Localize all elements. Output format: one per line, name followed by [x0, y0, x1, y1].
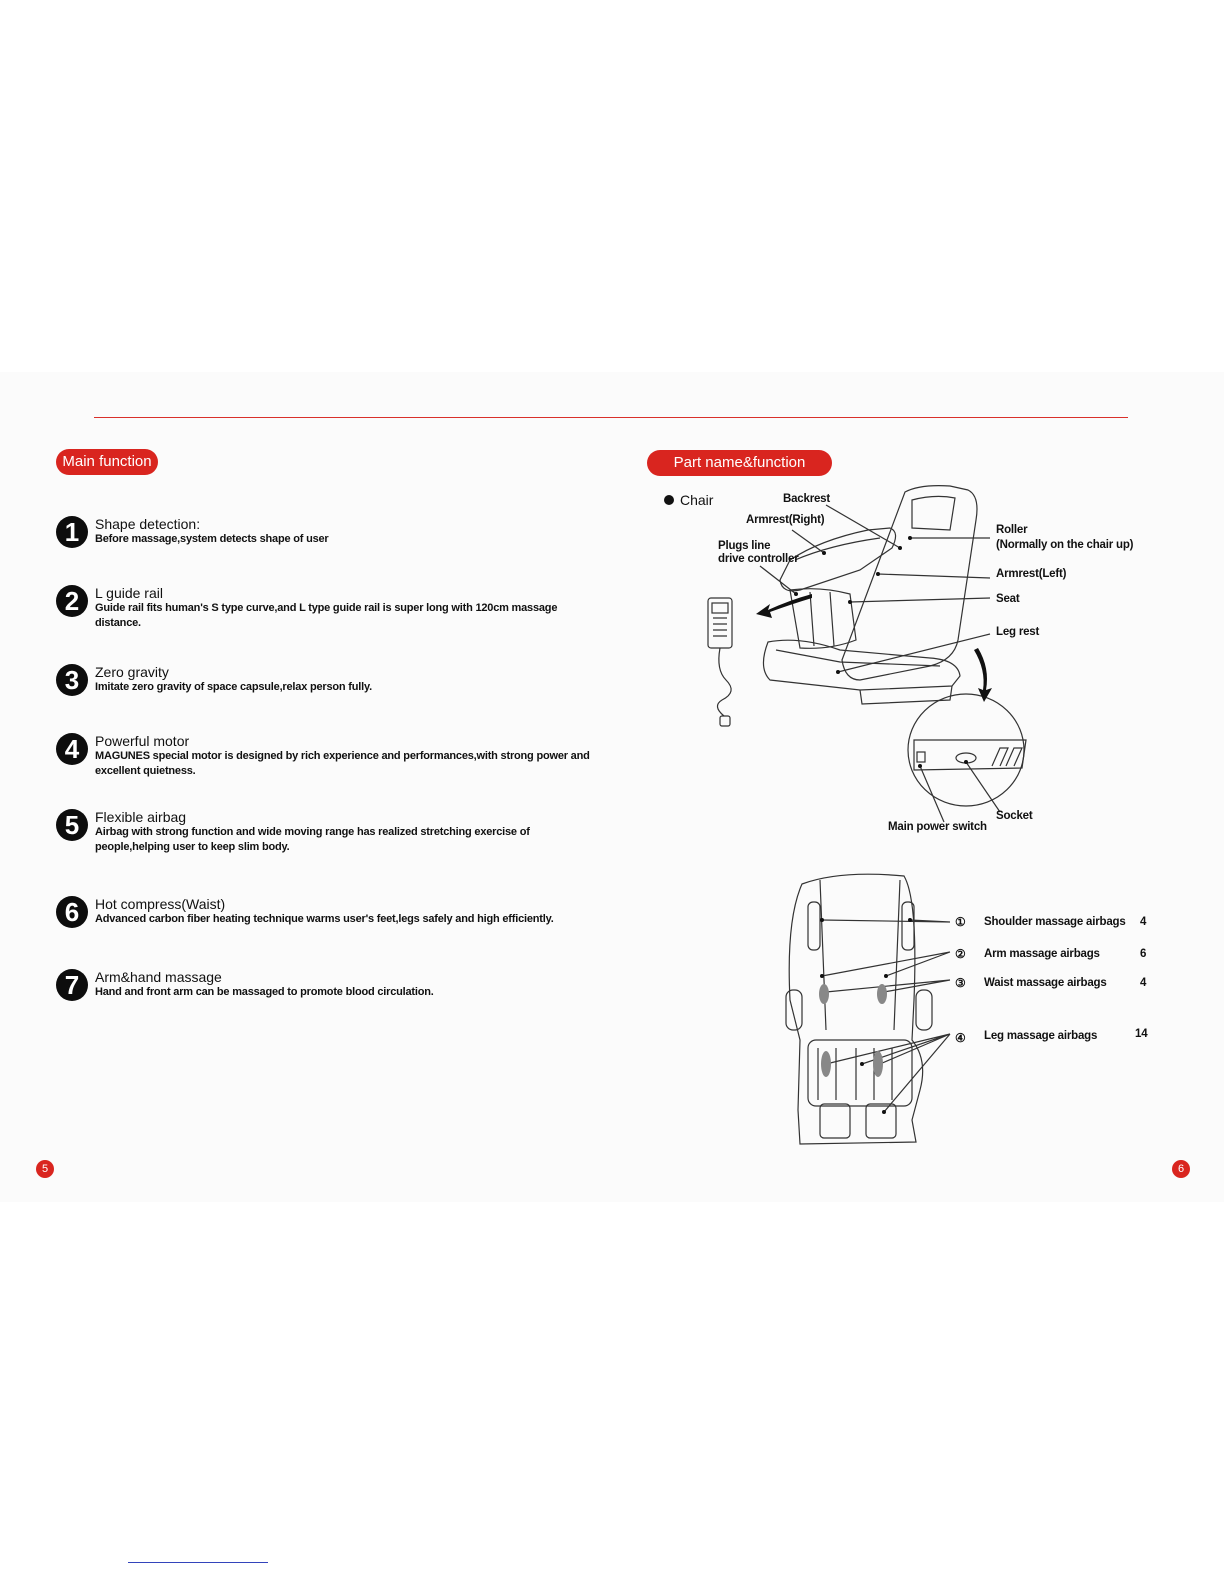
- airbag-marker-2: ②: [955, 947, 966, 961]
- airbag-count-waist: 4: [1140, 977, 1147, 989]
- page-number-right: 6: [1172, 1160, 1190, 1178]
- number-badge: 5: [56, 809, 88, 841]
- airbag-name-shoulder: Shoulder massage airbags: [984, 916, 1126, 928]
- chair-heading-text: Chair: [680, 492, 714, 508]
- number-badge: 6: [56, 896, 88, 928]
- waist-airbag-marker: [819, 984, 829, 1004]
- feature-description: Hand and front arm can be massaged to promote blood circulation.: [95, 986, 434, 998]
- arrow-icon: [756, 594, 812, 618]
- airbag-marker-1: ①: [955, 915, 966, 929]
- leg-airbag-marker: [873, 1051, 883, 1077]
- label-plugs-line: Plugs line: [718, 540, 771, 552]
- label-armrest-left: Armrest(Left): [996, 568, 1067, 580]
- arrow-icon: [974, 648, 992, 702]
- feature-title: Zero gravity: [95, 664, 169, 680]
- controller-cable: [717, 648, 731, 716]
- airbag-marker-3: ③: [955, 976, 966, 990]
- feature-title: Flexible airbag: [95, 809, 187, 825]
- airbag-name-leg: Leg massage airbags: [984, 1030, 1098, 1042]
- label-roller-note: (Normally on the chair up): [996, 539, 1134, 551]
- number-badge: 4: [56, 733, 88, 765]
- leg-airbag-marker: [821, 1051, 831, 1077]
- number-badge: 7: [56, 969, 88, 1001]
- number-badge: 3: [56, 664, 88, 696]
- feature-title: Hot compress(Waist): [95, 896, 226, 912]
- feature-description: Guide rail fits human's S type curve,and L type guide rail is super long with 120cm massage distance.: [95, 602, 558, 629]
- airbag-marker-4: ④: [955, 1031, 966, 1045]
- bottom-underline: [128, 1562, 268, 1563]
- label-armrest-right: Armrest(Right): [746, 514, 825, 526]
- feature-description: Before massage,system detects shape of user: [95, 533, 329, 545]
- airbag-name-waist: Waist massage airbags: [984, 977, 1107, 989]
- label-main-power-switch: Main power switch: [888, 821, 987, 833]
- feature-title: L guide rail: [95, 585, 163, 601]
- label-roller: Roller: [996, 524, 1028, 536]
- chair-topview-outline: [789, 874, 922, 1144]
- label-socket: Socket: [996, 810, 1033, 822]
- chair-backrest-outline: [842, 486, 977, 680]
- feature-description: Advanced carbon fiber heating technique warms user's feet,legs safely and high efficiently.: [95, 913, 554, 925]
- page-number-left: 5: [36, 1160, 54, 1178]
- label-leg-rest: Leg rest: [996, 626, 1040, 638]
- feature-description: MAGUNES special motor is designed by rich experience and performances,with strong power and excellent quietness.: [95, 750, 590, 777]
- waist-airbag-marker: [877, 984, 887, 1004]
- label-backrest: Backrest: [783, 493, 830, 505]
- feature-title: Arm&hand massage: [95, 969, 222, 985]
- number-badge: 1: [56, 516, 88, 548]
- airbag-name-arm: Arm massage airbags: [984, 948, 1100, 960]
- airbag-count-leg: 14: [1135, 1028, 1148, 1040]
- feature-description: Imitate zero gravity of space capsule,relax person fully.: [95, 681, 372, 693]
- airbag-count-shoulder: 4: [1140, 916, 1147, 928]
- label-drive-controller: drive controller: [718, 553, 799, 565]
- number-badge: 2: [56, 585, 88, 617]
- feature-title: Powerful motor: [95, 733, 190, 749]
- airbag-count-arm: 6: [1140, 948, 1147, 960]
- part-name-heading: Part name&function: [647, 450, 832, 476]
- feature-description: Airbag with strong function and wide moving range has realized stretching exercise of people,helping user to keep slim body.: [95, 826, 530, 853]
- label-seat: Seat: [996, 593, 1020, 605]
- main-function-heading: Main function: [56, 449, 158, 475]
- feature-title: Shape detection:: [95, 516, 201, 532]
